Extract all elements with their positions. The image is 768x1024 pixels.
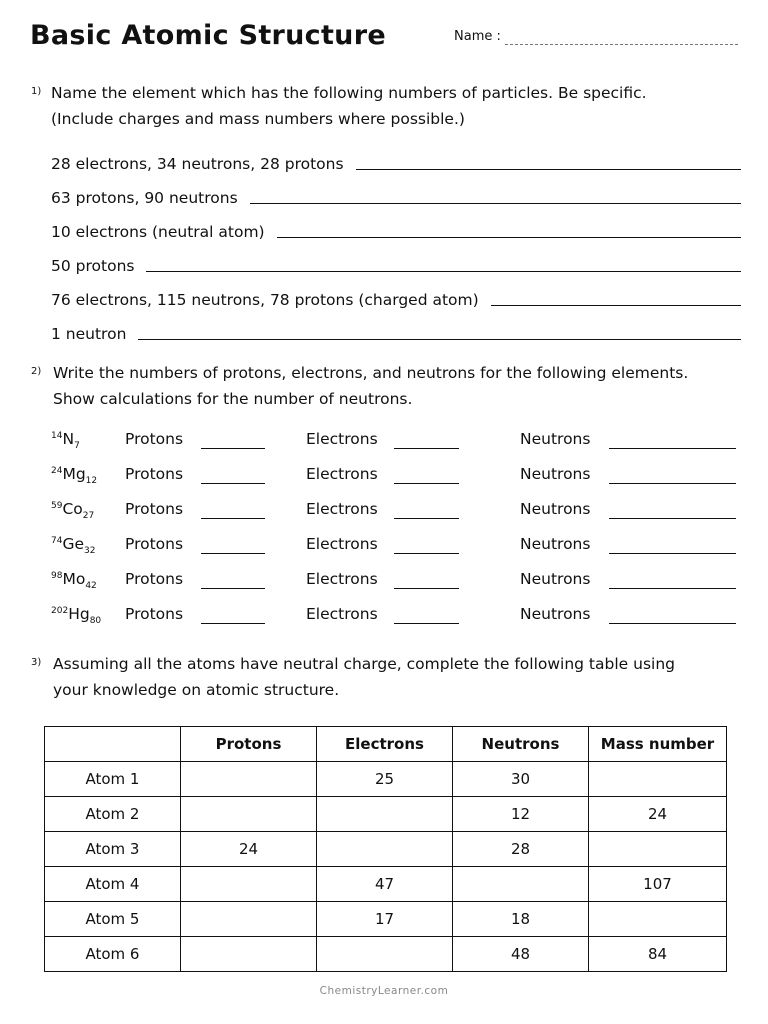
q1-answer-line[interactable] — [250, 203, 741, 204]
q1-answer-line[interactable] — [277, 237, 741, 238]
atom-table-header-cell: Mass number — [589, 727, 727, 762]
atom-value-cell: 107 — [589, 867, 727, 902]
atomic-number: 80 — [89, 616, 102, 627]
atom-name-cell: Atom 4 — [45, 867, 181, 902]
q1-answer-line[interactable] — [146, 271, 741, 272]
atom-value-cell: 47 — [317, 867, 453, 902]
table-row — [45, 797, 727, 832]
q1-item-label: 10 electrons (neutral atom) — [51, 223, 265, 241]
q2-element-row — [51, 605, 751, 631]
protons-answer-line[interactable] — [201, 483, 265, 484]
neutrons-answer-line[interactable] — [609, 483, 736, 484]
q2-element-row — [51, 570, 751, 596]
atom-table-header-cell: Protons — [181, 727, 317, 762]
neutrons-label: Neutrons — [520, 570, 591, 588]
q2-number: 2) — [31, 366, 42, 377]
atom-value-cell[interactable] — [181, 902, 317, 937]
protons-answer-line[interactable] — [201, 448, 265, 449]
electrons-label: Electrons — [306, 605, 378, 623]
atom-name-cell: Atom 3 — [45, 832, 181, 867]
protons-label: Protons — [125, 535, 184, 553]
q1-item — [51, 150, 741, 174]
q2-element-row — [51, 535, 751, 561]
table-row — [45, 937, 727, 972]
neutrons-answer-line[interactable] — [609, 448, 736, 449]
q2-prompt-line2: Show calculations for the number of neutrons. — [53, 390, 413, 408]
neutrons-label: Neutrons — [520, 430, 591, 448]
mass-number: 14 — [51, 430, 63, 441]
element-letters: Co — [62, 500, 83, 518]
neutrons-label: Neutrons — [520, 535, 591, 553]
mass-number: 59 — [51, 500, 63, 511]
protons-label: Protons — [125, 500, 184, 518]
neutrons-answer-line[interactable] — [609, 623, 736, 624]
atom-name-cell: Atom 5 — [45, 902, 181, 937]
element-symbol — [51, 605, 101, 626]
electrons-label: Electrons — [306, 430, 378, 448]
q1-item — [51, 184, 741, 208]
q3-number: 3) — [31, 657, 42, 668]
electrons-label: Electrons — [306, 535, 378, 553]
atom-table — [44, 726, 727, 972]
footer-credit: ChemistryLearner.com — [319, 985, 449, 997]
atomic-number: 32 — [84, 546, 96, 557]
q1-item-label: 28 electrons, 34 neutrons, 28 protons — [51, 155, 344, 173]
atom-value-cell: 28 — [453, 832, 589, 867]
q1-answer-line[interactable] — [491, 305, 741, 306]
atom-value-cell: 25 — [317, 762, 453, 797]
element-symbol — [51, 535, 95, 556]
element-letters: Ge — [62, 535, 85, 553]
electrons-answer-line[interactable] — [394, 483, 459, 484]
name-field-line[interactable] — [505, 44, 738, 45]
protons-label: Protons — [125, 430, 184, 448]
q3-prompt-line1: Assuming all the atoms have neutral charge, complete the following table using — [53, 655, 675, 673]
protons-answer-line[interactable] — [201, 518, 265, 519]
atom-value-cell: 24 — [589, 797, 727, 832]
q1-item-label: 1 neutron — [51, 325, 127, 343]
atom-value-cell[interactable] — [453, 867, 589, 902]
table-row — [45, 762, 727, 797]
q1-item — [51, 252, 741, 276]
atom-value-cell: 84 — [589, 937, 727, 972]
electrons-answer-line[interactable] — [394, 588, 459, 589]
atom-table-header — [45, 727, 727, 762]
q1-prompt-line2: (Include charges and mass numbers where possible.) — [51, 110, 465, 128]
atom-value-cell: 12 — [453, 797, 589, 832]
atom-table-header-cell — [45, 727, 181, 762]
element-letters: Mg — [62, 465, 86, 483]
atom-value-cell[interactable] — [181, 867, 317, 902]
table-row — [45, 832, 727, 867]
q1-item-label: 76 electrons, 115 neutrons, 78 protons (charged atom) — [51, 291, 479, 309]
q1-prompt-line1: Name the element which has the following numbers of particles. Be specific. — [51, 84, 647, 102]
element-letters: N — [62, 430, 75, 448]
protons-answer-line[interactable] — [201, 623, 265, 624]
atomic-number: 12 — [85, 476, 98, 487]
atom-name-cell: Atom 1 — [45, 762, 181, 797]
neutrons-answer-line[interactable] — [609, 518, 736, 519]
atom-table-header-cell: Electrons — [317, 727, 453, 762]
electrons-answer-line[interactable] — [394, 553, 459, 554]
page-title: Basic Atomic Structure — [30, 20, 386, 51]
neutrons-label: Neutrons — [520, 605, 591, 623]
neutrons-answer-line[interactable] — [609, 553, 736, 554]
atom-value-cell: 48 — [453, 937, 589, 972]
atom-value-cell[interactable] — [181, 797, 317, 832]
element-symbol — [51, 430, 80, 451]
protons-label: Protons — [125, 570, 184, 588]
atom-name-cell: Atom 2 — [45, 797, 181, 832]
electrons-answer-line[interactable] — [394, 448, 459, 449]
protons-label: Protons — [125, 605, 184, 623]
element-symbol — [51, 465, 97, 486]
atom-value-cell: 24 — [181, 832, 317, 867]
atom-value-cell[interactable] — [181, 937, 317, 972]
atomic-number: 42 — [85, 581, 97, 592]
neutrons-answer-line[interactable] — [609, 588, 736, 589]
electrons-label: Electrons — [306, 500, 378, 518]
q3-prompt-line2: your knowledge on atomic structure. — [53, 681, 340, 699]
table-row — [45, 867, 727, 902]
q1-item — [51, 320, 741, 344]
atom-value-cell[interactable] — [589, 762, 727, 797]
element-letters: Hg — [68, 605, 90, 623]
atom-name-cell: Atom 6 — [45, 937, 181, 972]
atom-value-cell[interactable] — [181, 762, 317, 797]
q1-number: 1) — [31, 86, 42, 97]
atom-table-header-cell: Neutrons — [453, 727, 589, 762]
protons-label: Protons — [125, 465, 184, 483]
atom-value-cell: 18 — [453, 902, 589, 937]
name-label: Name : — [454, 29, 501, 44]
mass-number: 24 — [51, 465, 63, 476]
q2-element-row — [51, 500, 751, 526]
q2-prompt-line1: Write the numbers of protons, electrons, and neutrons for the following elements. — [53, 364, 689, 382]
atom-value-cell[interactable] — [317, 797, 453, 832]
atom-value-cell[interactable] — [589, 832, 727, 867]
atom-value-cell[interactable] — [317, 937, 453, 972]
atom-value-cell[interactable] — [317, 832, 453, 867]
mass-number: 74 — [51, 535, 63, 546]
table-row — [45, 902, 727, 937]
atom-value-cell: 17 — [317, 902, 453, 937]
atomic-number: 7 — [74, 441, 80, 452]
electrons-label: Electrons — [306, 570, 378, 588]
q1-answer-line[interactable] — [138, 339, 741, 340]
q1-item-label: 50 protons — [51, 257, 135, 275]
element-letters: Mo — [62, 570, 86, 588]
atom-value-cell: 30 — [453, 762, 589, 797]
q2-element-row — [51, 430, 751, 456]
element-symbol — [51, 500, 94, 521]
mass-number: 98 — [51, 570, 63, 581]
mass-number: 202 — [51, 605, 69, 616]
atomic-number: 27 — [82, 511, 95, 522]
q1-answer-line[interactable] — [356, 169, 741, 170]
element-symbol — [51, 570, 97, 591]
q1-item — [51, 286, 741, 310]
q2-element-row — [51, 465, 751, 491]
protons-answer-line[interactable] — [201, 588, 265, 589]
q1-item-label: 63 protons, 90 neutrons — [51, 189, 238, 207]
atom-value-cell[interactable] — [589, 902, 727, 937]
protons-answer-line[interactable] — [201, 553, 265, 554]
neutrons-label: Neutrons — [520, 465, 591, 483]
electrons-answer-line[interactable] — [394, 623, 459, 624]
electrons-label: Electrons — [306, 465, 378, 483]
q1-item — [51, 218, 741, 242]
neutrons-label: Neutrons — [520, 500, 591, 518]
electrons-answer-line[interactable] — [394, 518, 459, 519]
